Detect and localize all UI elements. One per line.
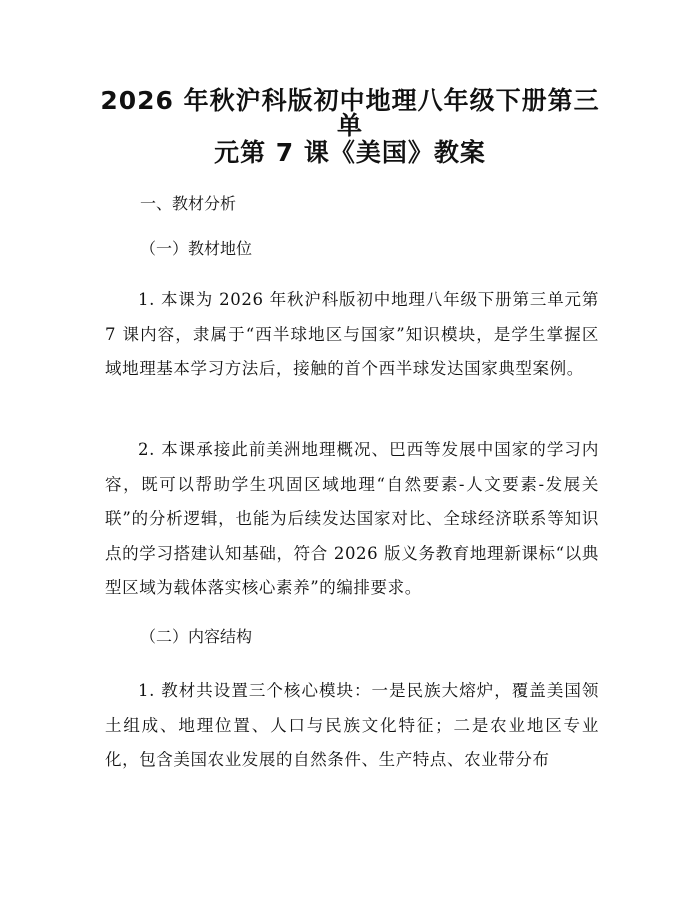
document-title-line-1: 2026 年秋沪科版初中地理八年级下册第三单: [100, 86, 600, 140]
section-heading-textbook-analysis: 一、教材分析: [140, 194, 237, 213]
paragraph-position-1: 1. 本课为 2026 年秋沪科版初中地理八年级下册第三单元第 7 课内容，隶属于“西半球地区与国家”知识模块，是学生掌握区域地理基本学习方法后，接触的首个西半球发达国家典型案例。: [105, 290, 599, 378]
subsection-heading-content-structure: （二）内容结构: [140, 627, 253, 646]
paragraph-structure-1: 1. 教材共设置三个核心模块：一是民族大熔炉，覆盖美国领土组成、地理位置、人口与民族文化特征；二是农业地区专业化，包含美国农业发展的自然条件、生产特点、农业带分布: [105, 681, 599, 769]
paragraph-position-2: 2. 本课承接此前美洲地理概况、巴西等发展中国家的学习内容，既可以帮助学生巩固区域地理“自然要素-人文要素-发展关联”的分析逻辑，也能为后续发达国家对比、全球经济联系等知识点的学习搭建认知基础，符合 2026 版义务教育地理新课标“以典型区域为载体落实核心素养”的编排要求。: [105, 440, 599, 597]
subsection-heading-textbook-position: （一）教材地位: [140, 239, 253, 258]
document-title-line-2: 元第 7 课《美国》教案: [214, 138, 486, 167]
